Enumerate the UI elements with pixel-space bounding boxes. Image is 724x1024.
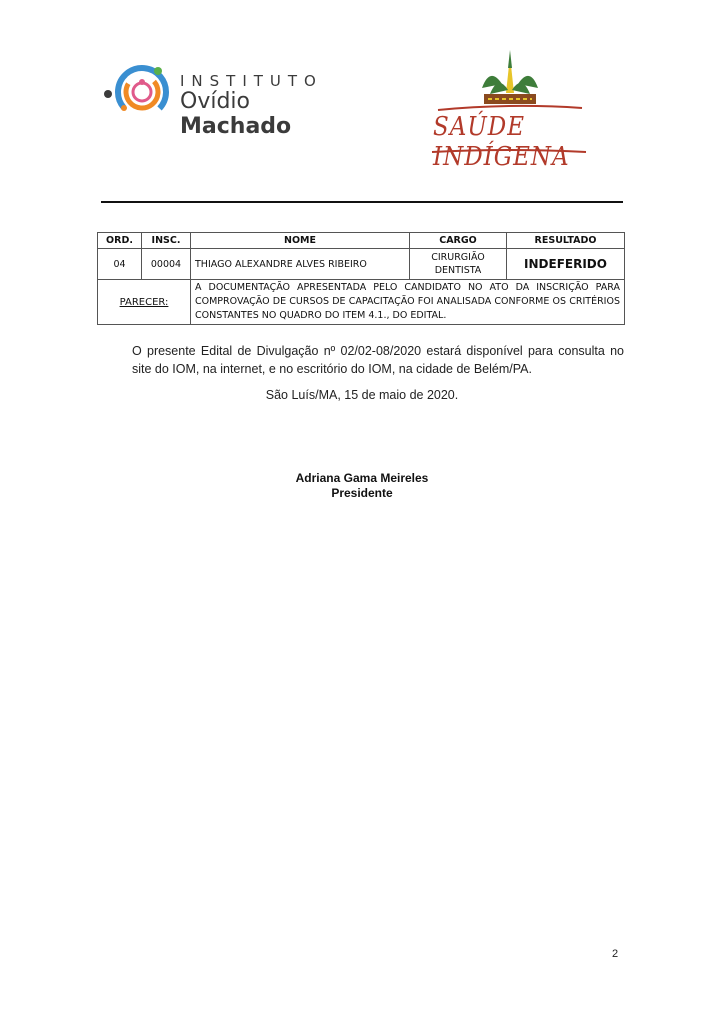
iom-logo bbox=[104, 62, 364, 139]
results-table bbox=[97, 232, 625, 325]
parecer-row bbox=[98, 280, 625, 325]
header-nome: NOME bbox=[191, 233, 410, 249]
cell-insc: 00004 bbox=[142, 249, 191, 280]
header-insc: INSC. bbox=[142, 233, 191, 249]
edital-paragraph: O presente Edital de Divulgação nº 02/02-08/2020 estará disponível para consulta no site do IOM, na internet, e no escritório do IOM, na cidade de Belém/PA. bbox=[132, 344, 624, 376]
logo-underline-icon bbox=[410, 146, 590, 176]
table-header-row bbox=[98, 233, 625, 249]
signature-name: Adriana Gama Meireles bbox=[295, 471, 429, 485]
cell-resultado: INDEFERIDO bbox=[507, 249, 625, 280]
saude-indigena-logo bbox=[410, 48, 590, 176]
cell-nome: THIAGO ALEXANDRE ALVES RIBEIRO bbox=[191, 249, 410, 280]
signature-title: Presidente bbox=[331, 486, 393, 500]
parecer-label: PARECER: bbox=[98, 280, 191, 325]
table-row bbox=[98, 249, 625, 280]
iom-logo-line2-bold: Machado bbox=[180, 114, 292, 139]
header-ord: ORD. bbox=[98, 233, 142, 249]
cargo-line1: CIRURGIÃO bbox=[431, 252, 485, 263]
signature-block bbox=[0, 471, 724, 501]
parecer-text: A DOCUMENTAÇÃO APRESENTADA PELO CANDIDATO NO ATO DA INSCRIÇÃO PARA COMPROVAÇÃO DE CURSOS DE CAPACITAÇÃO FOI ANALISADA CONFORME OS CRITÉRIOS CONSTANTES NO QUADRO DO ITEM 4.1., DO EDITAL. bbox=[191, 280, 625, 325]
iom-logo-line2-regular: Ovídio bbox=[180, 89, 250, 114]
page-number: 2 bbox=[612, 948, 619, 960]
cell-ord: 04 bbox=[98, 249, 142, 280]
header-cargo: CARGO bbox=[410, 233, 507, 249]
cargo-line2: DENTISTA bbox=[434, 265, 482, 276]
iom-logo-mark-icon bbox=[104, 62, 174, 122]
page-header bbox=[0, 0, 724, 200]
date-line: São Luís/MA, 15 de maio de 2020. bbox=[265, 388, 459, 402]
cell-cargo bbox=[410, 249, 507, 280]
iom-logo-line1: INSTITUTO bbox=[180, 72, 323, 90]
saude-indigena-text: SAÚDE INDÍGENA bbox=[433, 112, 570, 172]
feather-headdress-icon bbox=[410, 48, 590, 118]
header-divider bbox=[101, 201, 623, 203]
header-resultado: RESULTADO bbox=[507, 233, 625, 249]
